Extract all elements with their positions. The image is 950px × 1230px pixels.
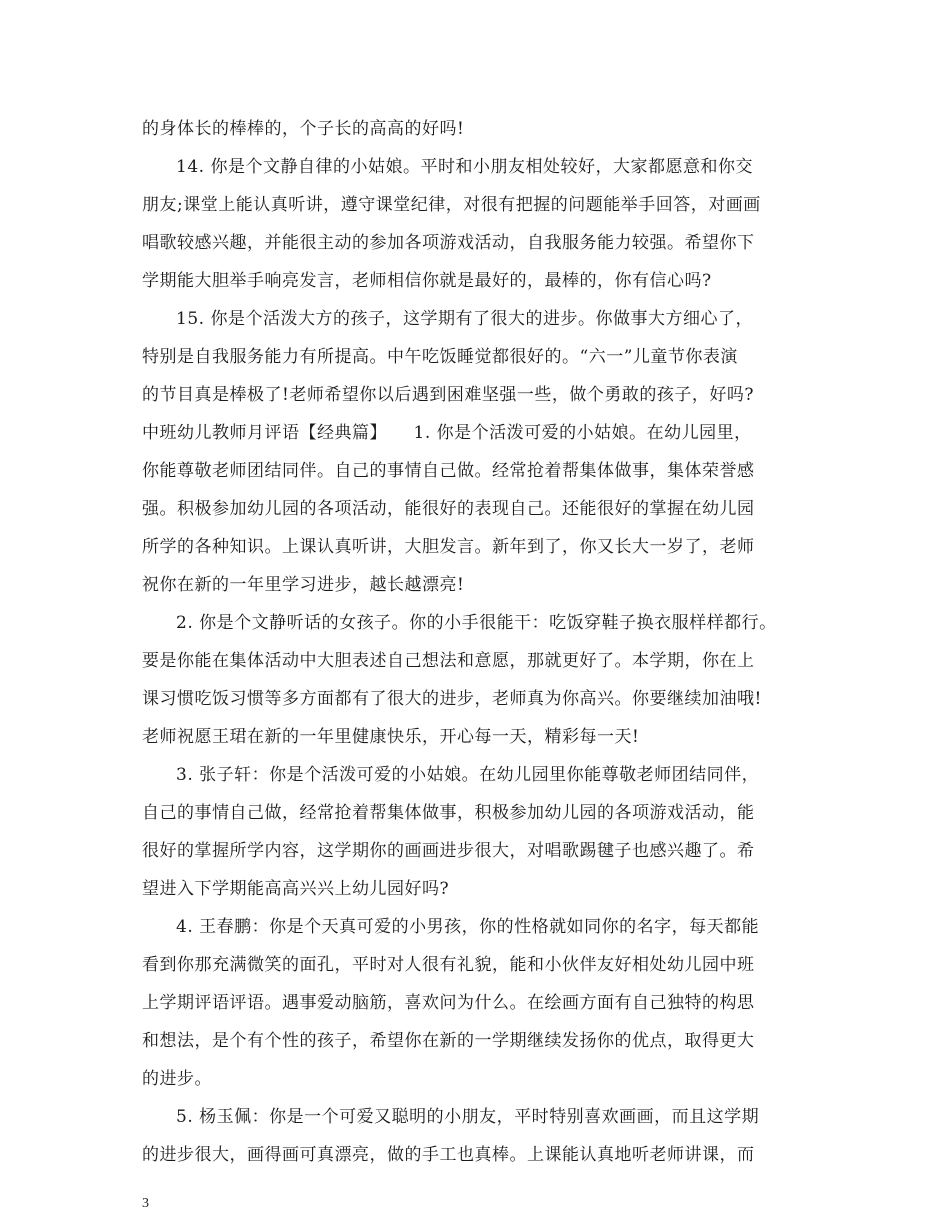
text-line: 望进入下学期能高高兴兴上幼儿园好吗? [142,879,450,899]
text-line: 15. 你是个活泼大方的孩子，这学期有了很大的进步。你做事大方细心了， [176,309,753,329]
text-line: 的进步。 [142,1069,212,1089]
text-line: 祝你在新的一年里学习进步，越长越漂亮! [142,575,465,595]
text-line: 要是你能在集体活动中大胆表述自己想法和意愿，那就更好了。本学期，你在上 [142,651,755,671]
text-line: 自己的事情自己做，经常抢着帮集体做事，积极参加幼儿园的各项游戏活动，能 [142,803,755,823]
page-number: 3 [142,1196,149,1211]
text-line: 中班幼儿教师月评语【经典篇】 1. 你是个活泼可爱的小姑娘。在幼儿园里， [142,423,752,443]
text-line: 14. 你是个文静自律的小姑娘。平时和小朋友相处较好，大家都愿意和你交 [176,157,753,177]
text-line: 所学的各种知识。上课认真听讲，大胆发言。新年到了，你又长大一岁了，老师 [142,537,755,557]
text-line: 课习惯吃饭习惯等多方面都有了很大的进步，老师真为你高兴。你要继续加油哦! [142,689,762,709]
text-line: 2. 你是个文静听话的女孩子。你的小手很能干：吃饭穿鞋子换衣服样样都行。 [176,613,777,633]
text-line: 看到你那充满微笑的面孔，平时对人很有礼貌，能和小伙伴友好相处幼儿园中班 [142,955,755,975]
text-line: 你能尊敬老师团结同伴。自己的事情自己做。经常抢着帮集体做事，集体荣誉感 [142,461,755,481]
text-line: 的进步很大，画得画可真漂亮，做的手工也真棒。上课能认真地听老师讲课，而 [142,1145,755,1165]
text-line: 5. 杨玉佩：你是一个可爱又聪明的小朋友，平时特别喜欢画画，而且这学期 [176,1107,760,1127]
text-line: 的身体长的棒棒的，个子长的高高的好吗! [142,119,465,139]
text-line: 4. 王春鹏：你是个天真可爱的小男孩，你的性格就如同你的名字，每天都能 [176,917,760,937]
text-line: 3. 张子轩：你是个活泼可爱的小姑娘。在幼儿园里你能尊敬老师团结同伴， [176,765,760,785]
text-line: 的节目真是棒极了!老师希望你以后遇到困难坚强一些，做个勇敢的孩子，好吗? [142,385,754,405]
text-line: 上学期评语评语。遇事爱动脑筋，喜欢问为什么。在绘画方面有自己独特的构思 [142,993,755,1013]
text-line: 强。积极参加幼儿园的各项活动，能很好的表现自己。还能很好的掌握在幼儿园 [142,499,755,519]
text-line: 学期能大胆举手响亮发言，老师相信你就是最好的，最棒的，你有信心吗? [142,271,712,291]
text-line: 朋友;课堂上能认真听讲，遵守课堂纪律，对很有把握的问题能举手回答，对画画 [142,195,761,215]
text-line: 和想法，是个有个性的孩子，希望你在新的一学期继续发扬你的优点，取得更大 [142,1031,755,1051]
text-line: 唱歌较感兴趣，并能很主动的参加各项游戏活动，自我服务能力较强。希望你下 [142,233,755,253]
text-line: 老师祝愿王珺在新的一年里健康快乐，开心每一天，精彩每一天! [142,727,640,747]
text-line: 特别是自我服务能力有所提高。中午吃饭睡觉都很好的。“六一”儿童节你表演 [142,347,738,367]
text-line: 很好的掌握所学内容，这学期你的画画进步很大，对唱歌踢毽子也感兴趣了。希 [142,841,755,861]
